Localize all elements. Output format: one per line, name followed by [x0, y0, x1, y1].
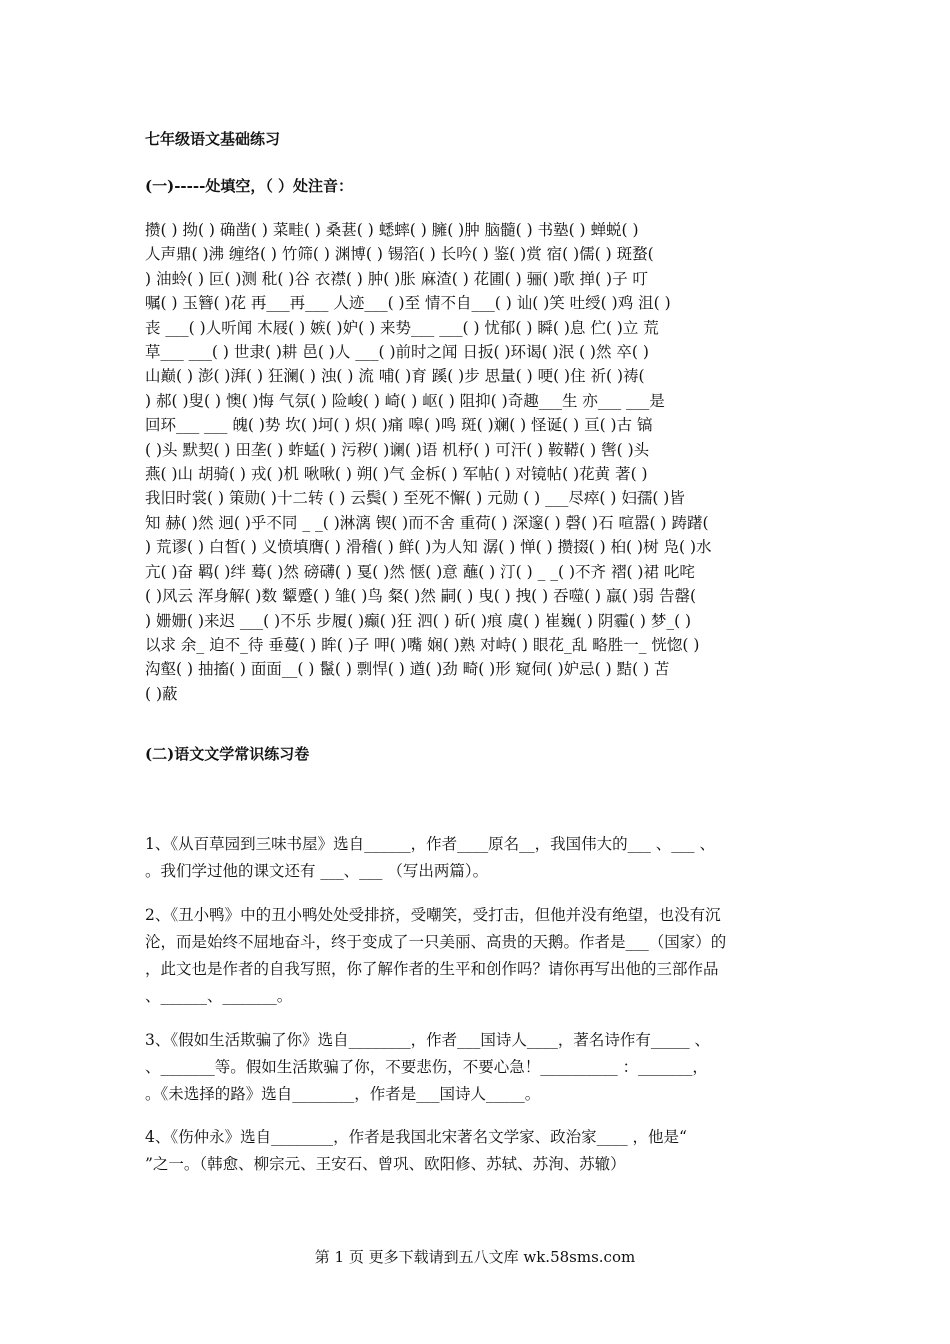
exercise-line: 攒( ) 拗( ) 确凿( ) 菜畦( ) 桑葚( ) 蟋蟀( ) 臃( )肿 脑髓( ) 书塾( ) 蝉蜕( ): [145, 221, 639, 239]
question-line: ，此文也是作者的自我写照，你了解作者的生平和创作吗？请你再写出他的三部作品: [145, 960, 719, 978]
exercise-line: 沟壑( ) 抽搐( ) 面面__( ) 鬣( ) 剽悍( ) 遒( )劲 畸( )形 窥伺( )妒忌( ) 黠( ) 苫: [145, 660, 670, 679]
page-footer: 第 1 页 更多下载请到五八文库 wk.58sms.com: [314, 1248, 636, 1266]
question-4: [145, 1124, 810, 1178]
question-line: 2、《丑小鸭》中的丑小鸭处处受排挤，受嘲笑，受打击，但他并没有绝望，也没有沉: [145, 906, 721, 924]
exercise-line: 丧 ___( )人听闻 木屐( ) 嫉( )妒( ) 来势___ ___( ) 忧郁( ) 瞬( )息 伫( )立 荒: [145, 318, 659, 337]
exercise-line: 人声鼎( )沸 缠络( ) 竹筛( ) 渊博( ) 锡箔( ) 长吟( ) 鉴( )赏 宿( )儒( ) 斑蝥(: [145, 245, 654, 264]
exercise-line: 回环___ ___ 魄( )势 坎( )坷( ) 炽( )痛 嗥( )鸣 斑( )斓( ) 怪诞( ) 亘( )古 镐: [145, 416, 653, 435]
exercise-line: 知 赫( )然 迥( )乎不同 _ _( )淋漓 锲( )而不舍 重荷( ) 深邃( ) 磬( )石 喧嚣( ) 踌躇(: [145, 513, 709, 532]
exercise-line: ) 荒谬( ) 白皙( ) 义愤填膺( ) 滑稽( ) 鲜( )为人知 潺( ) 惮( ) 攒掇( ) 桕( )树 凫( )水: [145, 538, 712, 557]
question-line: 1、《从百草园到三味书屋》选自______，作者____原名__，我国伟大的___ 、___ 、: [145, 835, 715, 853]
question-line: 、______、_______。: [145, 987, 293, 1005]
question-line: 。《未选择的路》选自________，作者是___国诗人_____。: [145, 1085, 541, 1103]
exercise-line: ) 郝( )叟( ) 懊( )悔 气氛( ) 险峻( ) 崎( ) 岖( ) 阻抑( )奇趣___生 亦___ ___是: [145, 391, 665, 410]
exercise-line: ( )风云 浑身解( )数 颦蹙( ) 雏( )鸟 粲( )然 嗣( ) 曳( ) 拽( ) 吞噬( ) 羸( )弱 告罄(: [145, 587, 697, 606]
exercise-line: 以求 余_ 迫不_待 垂蔓( ) 眸( )子 呷( )嘴 娴( )熟 对峙( ) 眼花_乱 略胜一_ 恍惚( ): [145, 635, 700, 654]
question-line: 。我们学过他的课文还有 ___、___ （写出两篇）。: [145, 862, 489, 880]
exercise-line: 燕( )山 胡骑( ) 戎( )机 啾啾( ) 朔( )气 金柝( ) 军帖( ) 对镜帖( )花黄 著( ): [145, 465, 648, 484]
page-title: 七年级语文基础练习: [145, 130, 281, 148]
question-3: [145, 1027, 810, 1108]
exercise-line: 我旧时裳( ) 策勋( )十二转 ( ) 云鬓( ) 至死不懈( ) 元勋 ( ) ___尽瘁( ) 妇孺( )皆: [145, 489, 685, 508]
exercise-line: 草___ ___( ) 世隶( )耕 邑( )人 ___( )前时之闻 日扳( )环谒( )泯 ( )然 卒( ): [145, 343, 649, 362]
question-line: 、_______等。假如生活欺骗了你，不要悲伤，不要心急！__________ ：_______，: [145, 1058, 708, 1076]
exercise-line: ) 油蛉( ) 叵( )测 秕( )谷 衣襟( ) 肿( )胀 麻渣( ) 花圃( ) 骊( )歌 掸( )子 叮: [145, 269, 649, 288]
exercise-line: 亢( )奋 羁( )绊 蓦( )然 磅礴( ) 戛( )然 惬( )意 蘸( ) 汀( ) _ _( )不齐 褶( )裙 叱咤: [145, 562, 695, 581]
exercise-line: ) 姗姗( )来迟 ___( )不乐 步履( )癫( )狂 泗( ) 斫( )痕 虞( ) 崔巍( ) 阴霾( ) 梦_( ): [145, 611, 692, 630]
exercise-line: ( )头 默契( ) 田垄( ) 蚱蜢( ) 污秽( )谰( )语 机杼( ) 可汗( ) 鞍鞯( ) 辔( )头: [145, 440, 650, 459]
section-2-heading: (二)语文文学常识练习卷: [145, 745, 310, 763]
pinyin-fill-exercise: [145, 218, 810, 706]
exercise-line: 山巅( ) 澎( )湃( ) 狂澜( ) 浊( ) 流 哺( )育 蹊( )步 思量( ) 哽( )住 祈( )祷(: [145, 367, 645, 386]
question-2: [145, 902, 810, 1010]
exercise-line: ( )蔽: [145, 684, 178, 703]
exercise-line: 嘱( ) 玉簪( )花 再___再___ 人迹___( )至 情不自___( ) 讪( )笑 吐绶( )鸡 沮( ): [145, 294, 671, 313]
question-line: ”之一。（韩愈、柳宗元、王安石、曾巩、欧阳修、苏轼、苏洵、苏辙）: [145, 1155, 626, 1173]
question-1: [145, 831, 810, 885]
question-line: 3、《假如生活欺骗了你》选自________，作者___国诗人____，著名诗作有_____ 、: [145, 1031, 711, 1049]
question-line: 4、《伤仲永》选自________，作者是我国北宋著名文学家、政治家____ ，他是“: [145, 1128, 687, 1146]
question-line: 沦，而是始终不屈地奋斗，终于变成了一只美丽、高贵的天鹅。作者是___（国家）的: [145, 933, 727, 951]
section-1-heading: (一)-----处填空，（ ）处注音：: [145, 177, 354, 195]
